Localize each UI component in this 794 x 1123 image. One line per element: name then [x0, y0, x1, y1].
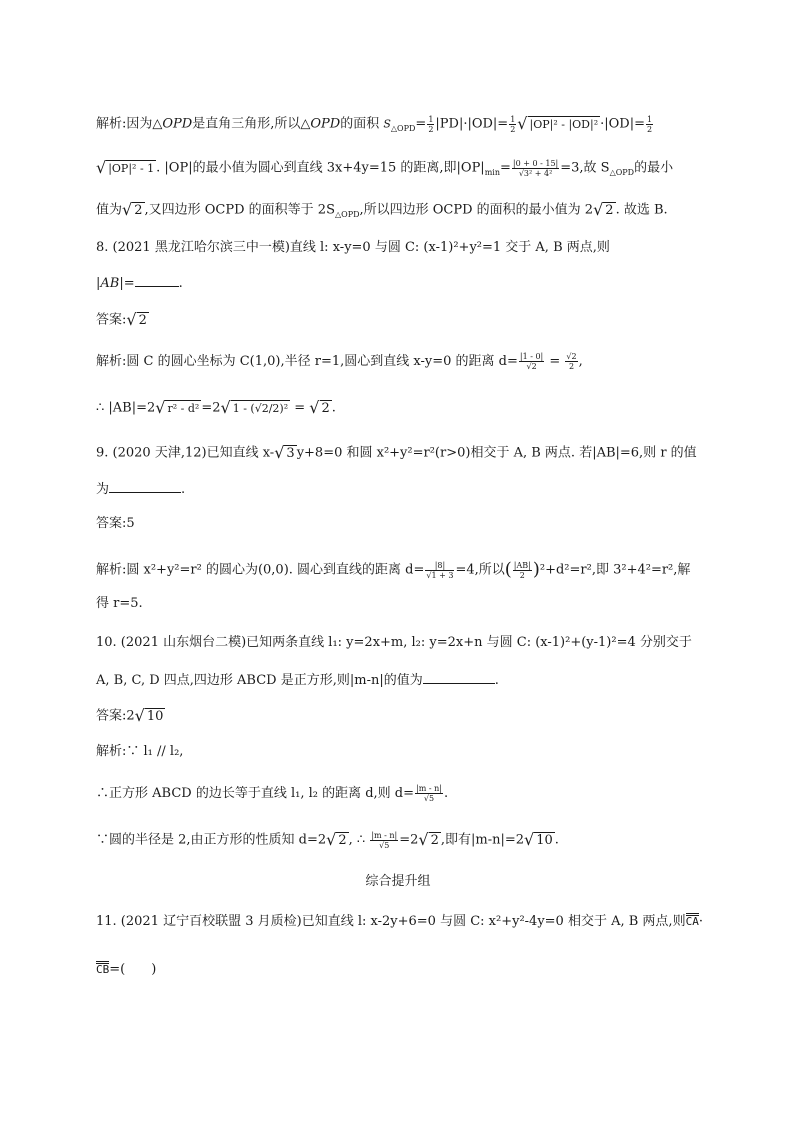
solution-7-line-3 [96, 200, 700, 225]
text: 解析:因为△ [96, 116, 163, 132]
radical-icon: √ [220, 398, 231, 417]
text: . [181, 482, 186, 497]
text: 的最小 [634, 160, 674, 176]
fraction-distance: $\frac{|m - n|}{√5}$ [371, 830, 398, 850]
vector-cb: CB [96, 963, 110, 976]
section-heading [96, 872, 700, 892]
subscript: △OPD [390, 124, 416, 134]
text: |PD|·|OD|= [435, 116, 509, 132]
section-title: 综合提升组 [365, 874, 431, 889]
subscript: △OPD [609, 168, 635, 178]
fraction-distance: $\frac{|8|}{√1 + 3}$ [426, 560, 454, 580]
radicand: 2 [338, 832, 347, 848]
text: = [415, 116, 427, 132]
radicand: 10 [536, 832, 553, 848]
answer-8 [96, 310, 700, 331]
solution-8-line-1 [96, 352, 700, 372]
text: · [698, 914, 703, 929]
answer-blank [109, 478, 181, 493]
vector-ca: CA [685, 915, 699, 928]
question-9 [96, 443, 700, 464]
fraction-distance: $\frac{|0 + 0 - 15|}{\text{√3² + 4²}}$ [512, 158, 559, 178]
text: 的面积 [340, 116, 380, 132]
text: ∴ |AB|=2 [96, 400, 156, 416]
text: . [178, 276, 183, 291]
text: y+8=0 和圆 x²+y²=r²(r>0)相交于 A, B 两点. 若|AB|=6,则 r 的值 [296, 445, 697, 461]
text: . [494, 673, 499, 688]
text: ∵圆的半径是 2,由正方形的性质知 d=2 [96, 832, 327, 848]
text: ,又四边形 OCPD 的面积等于 2S [144, 202, 335, 218]
solution-10-line-2 [96, 784, 700, 804]
radicand: 2 [134, 202, 143, 218]
right-paren-icon: ) [532, 559, 540, 580]
text: = [545, 354, 565, 369]
text: , ∴ [348, 832, 370, 848]
solution-10-line-3 [96, 830, 700, 851]
radicand: |OP|² - |OD|² [529, 117, 599, 131]
text: . |OP|的最小值为圆心到直线 3x+4y=15 的距离,即|OP| [156, 160, 485, 176]
solution-7-line-2 [96, 158, 700, 183]
question-11-line-2 [96, 960, 700, 980]
radical-icon: √ [524, 830, 535, 849]
answer-blank [423, 669, 495, 684]
text: =3,故 S [560, 160, 610, 176]
text: OPD [310, 116, 341, 132]
text: =2 [399, 832, 419, 848]
text: ,即有|m-n|=2 [440, 832, 525, 848]
fraction-distance: $\frac{|m - n|}{√5}$ [416, 784, 442, 803]
text: . [443, 786, 449, 801]
solution-7-line-1 [96, 114, 700, 139]
radical-icon: √ [122, 200, 133, 219]
radicand: |OP|² - 1 [108, 161, 155, 175]
solution-10-line-1 [96, 742, 700, 762]
text: 是直角三角形,所以△ [192, 116, 311, 132]
fraction-half: $\frac{1}{2}$ [510, 114, 516, 134]
text: , [578, 354, 583, 369]
text: 值为 [96, 202, 123, 218]
radical-icon: √ [155, 398, 166, 417]
text: = [500, 160, 511, 176]
fraction-result: $\frac{√2}{2}$ [566, 352, 577, 371]
text: =2 [201, 400, 221, 416]
radicand: 1 - (√2/2)² [232, 401, 289, 415]
answer-label: 答案:5 [96, 516, 135, 531]
left-paren-icon: ( [504, 559, 512, 580]
radicand: r² - d² [167, 401, 200, 415]
question-10-line-2 [96, 669, 700, 691]
fraction-half: $\frac{1}{2}$ [647, 114, 653, 134]
text: . [331, 400, 336, 416]
text: 得 r=5. [96, 596, 143, 611]
text: = [290, 400, 310, 416]
text: ,所以四边形 OCPD 的面积的最小值为 2 [359, 202, 594, 218]
solution-9-line-2 [96, 594, 700, 614]
question-8 [96, 238, 700, 258]
radicand: 2 [605, 202, 614, 218]
question-text: 8. (2021 黑龙江哈尔滨三中一模)直线 l: x-y=0 与圆 C: (x-1)²+y²=1 交于 A, B 两点,则 [96, 240, 610, 255]
radicand: 2 [430, 832, 439, 848]
answer-9 [96, 514, 700, 534]
radical-icon: √ [418, 830, 429, 849]
text: 9. (2020 天津,12)已知直线 x- [96, 445, 275, 461]
subscript: min [484, 168, 500, 178]
fraction-half-chord: $\frac{|AB|}{2}$ [513, 560, 531, 580]
text: 10. (2021 山东烟台二模)已知两条直线 l₁: y=2x+m, l₂: y=2x+n 与圆 C: (x-1)²+(y-1)²=4 分别交于 [96, 635, 692, 650]
answer-label: 答案:2 [96, 708, 135, 724]
solution-8-line-2 [96, 398, 700, 419]
radicand: 2 [138, 312, 147, 328]
text: 解析:圆 C 的圆心坐标为 C(1,0),半径 r=1,圆心到直线 x-y=0 的距离 d= [96, 354, 518, 369]
radical-icon: √ [593, 200, 604, 219]
text: =4,所以 [455, 562, 505, 578]
question-11 [96, 912, 703, 932]
solution-9-line-1 [96, 560, 700, 581]
subscript: △OPD [334, 210, 360, 220]
fraction-distance: $\frac{|1 - 0|}{√2}$ [519, 352, 544, 371]
text: ∴正方形 ABCD 的边长等于直线 l₁, l₂ 的距离 d,则 d= [96, 786, 415, 801]
radical-icon: √ [309, 398, 320, 417]
text: |AB|= [96, 276, 135, 291]
text: . 故选 B. [615, 202, 668, 218]
radical-icon: √ [517, 114, 528, 133]
radical-icon: √ [326, 830, 337, 849]
area-symbol: S [383, 117, 391, 131]
answer-label: 答案: [96, 312, 127, 328]
text: =( ) [109, 962, 157, 977]
text: ·|OD|= [600, 116, 645, 132]
question-9-line-2 [96, 478, 700, 500]
radical-icon: √ [134, 706, 145, 725]
text: . [554, 832, 559, 848]
answer-10 [96, 706, 700, 727]
text: 11. (2021 辽宁百校联盟 3 月质检)已知直线 l: x-2y+6=0 与圆 C: x²+y²-4y=0 相交于 A, B 两点,则 [96, 914, 686, 929]
radicand: 2 [321, 400, 330, 416]
text: ²+d²=r²,即 3²+4²=r²,解 [539, 562, 691, 578]
radicand: 3 [286, 445, 295, 461]
radical-icon: √ [96, 158, 107, 177]
text: 解析:圆 x²+y²=r² 的圆心为(0,0). 圆心到直线的距离 d= [96, 562, 425, 578]
fraction-half: $\frac{1}{2}$ [428, 114, 434, 134]
text: 解析:∵ l₁ // l₂, [96, 744, 184, 759]
question-8-line-2 [96, 272, 700, 294]
answer-blank [135, 272, 179, 287]
radical-icon: √ [126, 310, 137, 329]
text: 为 [96, 482, 110, 497]
radicand: 10 [146, 708, 164, 724]
question-10 [96, 633, 700, 653]
text: OPD [162, 116, 193, 132]
radical-icon: √ [274, 443, 285, 462]
text: A, B, C, D 四点,四边形 ABCD 是正方形,则|m-n|的值为 [96, 673, 423, 688]
